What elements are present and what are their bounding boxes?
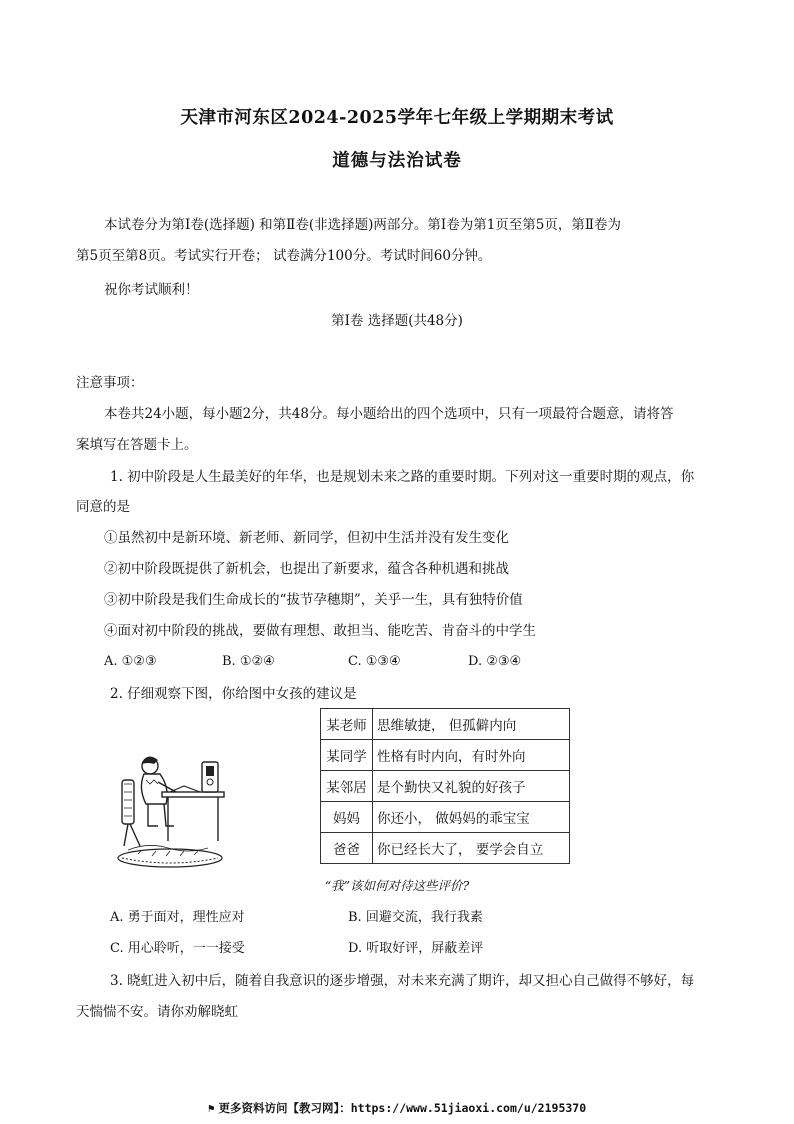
footer-link[interactable] [0,1100,794,1116]
q1-option-a: A. ①②③ [104,654,157,669]
evaluation-cell: 你还小， 做妈妈的乖宝宝 [373,802,570,833]
flag-icon: ⚑ [207,1102,215,1115]
notice-line-1: 本卷共24小题，每小题2分，共48分。每小题给出的四个选项中，只有一项最符合题意，请将答 [104,406,674,422]
notice-label: 注意事项： [76,375,144,391]
q1-option-b: B. ①②④ [222,654,275,669]
evaluation-cell: 性格有时内向，有时外向 [373,740,570,771]
q1-stem-line-1: 1. 初中阶段是人生最美好的年华，也是规划未来之路的重要时期。下列对这一重要时期的观点，你 [110,469,695,485]
evaluator-cell: 爸爸 [321,833,373,864]
q2-option-b: B. 回避交流，我行我素 [348,910,483,925]
evaluator-cell: 妈妈 [321,802,373,833]
evaluator-cell: 某邻居 [321,771,373,802]
table-row [321,771,570,802]
table-row [321,802,570,833]
intro-wish: 祝你考试顺利！ [104,282,199,298]
q3-stem-line-1: 3. 晓虹进入初中后，随着自我意识的逐步增强，对未来充满了期许，却又担心自己做得不够好，每 [110,973,695,989]
q1-item-1: ①虽然初中是新环境、新老师、新同学，但初中生活并没有发生变化 [104,530,509,546]
table-caption: “我”该如何对待这些评价? [324,878,470,893]
q1-stem-line-2: 同意的是 [76,499,130,515]
evaluator-cell: 某老师 [321,709,373,740]
notice-line-2: 案填写在答题卡上。 [76,437,198,453]
q2-stem: 2. 仔细观察下图，你给图中女孩的建议是 [110,686,357,702]
q2-option-a: A. 勇于面对，理性应对 [110,910,245,925]
table-row [321,709,570,740]
intro-line-1: 本试卷分为第Ⅰ卷(选择题) 和第Ⅱ卷(非选择题)两部分。第Ⅰ卷为第1页至第5页，第Ⅱ卷为 [104,217,622,233]
evaluation-cell: 思维敏捷， 但孤僻内向 [373,709,570,740]
footer-text: 更多资料访问【教习网】：https://www.51jiaoxi.com/u/2195370 [218,1101,587,1115]
q1-item-3: ③初中阶段是我们生命成长的“拔节孕穗期”，关乎一生，具有独特价值 [104,592,523,608]
section-title: 第Ⅰ卷 选择题(共48分) [331,313,463,329]
q2-option-c: C. 用心聆听，一一接受 [110,941,245,956]
intro-line-2: 第5页至第8页。考试实行开卷； 试卷满分100分。考试时间60分钟。 [76,248,492,264]
q1-option-c: C. ①③④ [348,654,401,669]
q1-item-2: ②初中阶段既提供了新机会，也提出了新要求，蕴含各种机遇和挑战 [104,561,509,577]
table-row [321,833,570,864]
evaluation-cell: 是个勤快又礼貌的好孩子 [373,771,570,802]
evaluation-cell: 你已经长大了， 要学会自立 [373,833,570,864]
q1-item-4: ④面对初中阶段的挑战，要做有理想、敢担当、能吃苦、肯奋斗的中学生 [104,623,536,639]
q3-stem-line-2: 天惴惴不安。请你劝解晓虹 [76,1004,238,1020]
evaluator-cell: 某同学 [321,740,373,771]
q1-option-d: D. ②③④ [468,654,522,669]
exam-title: 天津市河东区2024-2025学年七年级上学期期末考试 [180,108,614,128]
q2-option-d: D. 听取好评，屏蔽差评 [348,941,484,956]
table-row [321,740,570,771]
exam-subtitle: 道德与法治试卷 [332,151,462,171]
girl-studying-illustration [108,740,238,870]
evaluation-table [320,708,570,864]
